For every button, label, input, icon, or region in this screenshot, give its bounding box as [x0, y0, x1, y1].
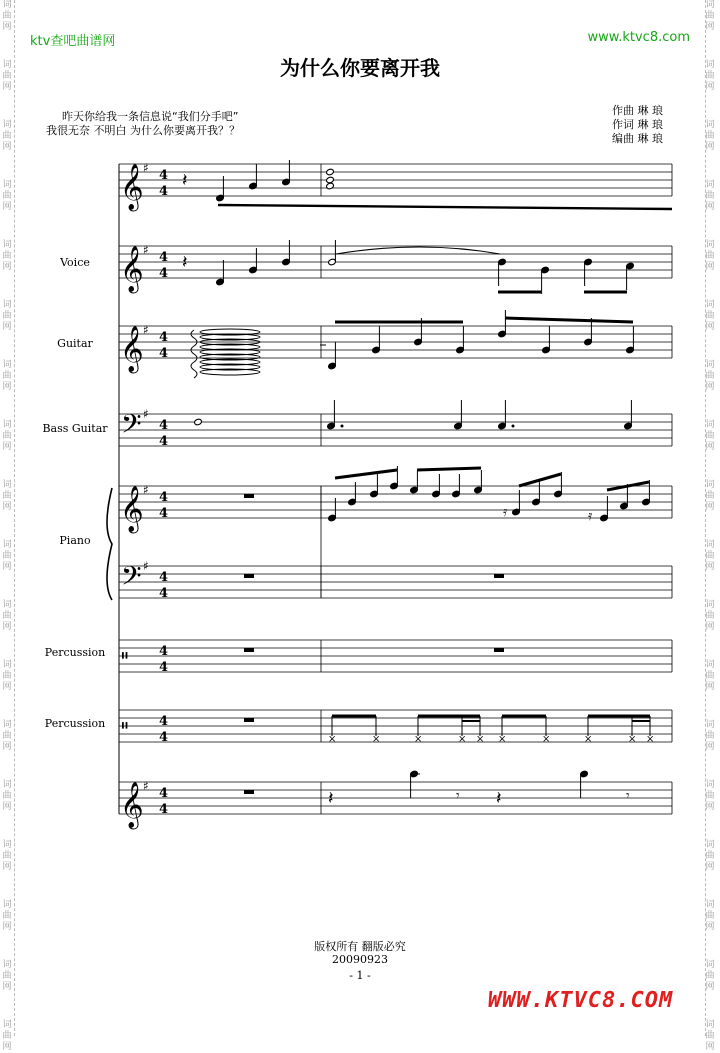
percussion-2-xnote-9: ×: [628, 734, 637, 745]
bass-dot-1: [341, 425, 344, 428]
voice-staff-key-sharp: ♯: [143, 243, 149, 257]
piano-treble-staff-time-num: 4: [159, 490, 169, 505]
bottom-staff-time-num: 4: [159, 786, 169, 801]
guitar-staff-key-sharp: ♯: [143, 323, 149, 337]
voice-rest: 𝄽: [182, 252, 188, 273]
watermark-glyphs: 词 曲 网: [2, 420, 12, 452]
watermark-glyphs: 词 曲 网: [705, 480, 715, 512]
copyright-notice: 版权所有 翻版必究: [314, 940, 406, 953]
watermark-glyphs: 词 曲 网: [2, 60, 12, 92]
bottom-staff-key-sharp: ♯: [143, 779, 149, 793]
guitar-staff-treble-clef: 𝄞: [120, 326, 144, 372]
percussion-2-xnote-10: ×: [646, 734, 655, 745]
piano-bass-staff-bass-clef: 𝄢: [121, 560, 142, 598]
percussion-1-clef: 𝄥: [122, 646, 128, 667]
watermark-glyphs: 词 曲 网: [2, 780, 12, 812]
piano-brace: [107, 488, 112, 600]
label-bass-guitar: Bass Guitar: [42, 422, 108, 435]
bottom-eighth-rest-1: 𝄾: [456, 788, 460, 804]
percussion-2-xnote-6: ×: [498, 734, 507, 745]
bass-guitar-staff-key-sharp: ♯: [143, 407, 149, 421]
site-logo: WWW.KTVC8.COM: [488, 988, 674, 1013]
label-voice: Voice: [60, 256, 90, 269]
lyric-line-2: 我很无奈 不明白 为什么你要离开我？？: [46, 124, 240, 137]
watermark-glyphs: 词 曲 网: [705, 180, 715, 212]
piano-sixteenth-rest-2: 𝄿: [588, 508, 593, 524]
header-staff-time-num: 4: [159, 168, 169, 183]
watermark-glyphs: 词 曲 网: [2, 120, 12, 152]
percussion-2-xnote-3: ×: [414, 734, 423, 745]
watermark-glyphs: 词 曲 网: [705, 900, 715, 932]
watermark-glyphs: 词 曲 网: [705, 660, 715, 692]
watermark-glyphs: 词 曲 网: [2, 540, 12, 572]
label-percussion-1: Percussion: [44, 646, 106, 659]
percussion-1-rest-2: [494, 648, 504, 652]
header-rest: 𝄽: [182, 170, 188, 191]
watermark-glyphs: 词 曲 网: [705, 540, 715, 572]
watermark-glyphs: 词 曲 网: [2, 900, 12, 932]
piano-beam-2: [417, 468, 481, 470]
piano-treble-staff-time-den: 4: [159, 506, 169, 521]
header-staff-key-sharp: ♯: [143, 161, 149, 175]
bass-guitar-staff-time-num: 4: [159, 418, 169, 433]
watermark-glyphs: 词 曲 网: [705, 300, 715, 332]
piano-bass-staff-key-sharp: ♯: [143, 559, 149, 573]
piano-beam-3: [519, 474, 561, 486]
song-title: 为什么你要离开我: [280, 56, 440, 80]
header-staff-time-den: 4: [159, 184, 169, 199]
percussion-2-xnote-5: ×: [476, 734, 485, 745]
percussion-2-xnote-4: ×: [458, 734, 467, 745]
watermark-glyphs: 词 曲 网: [705, 240, 715, 272]
guitar-staff-time-num: 4: [159, 330, 169, 345]
watermark-glyphs: 词 曲 网: [705, 120, 715, 152]
header-chord-3: [326, 168, 335, 176]
header-staff-treble-clef: 𝄞: [120, 164, 144, 210]
label-piano: Piano: [59, 534, 91, 547]
percussion-2-clef: 𝄥: [122, 716, 128, 737]
piano-treble-staff-treble-clef: 𝄞: [120, 486, 144, 532]
piano-bass-rest-1: [244, 574, 254, 578]
bottom-rest-2: 𝄽: [328, 788, 334, 809]
piano-bass-staff-time-den: 4: [159, 586, 169, 601]
percussion-2-staff-time-num: 4: [159, 714, 169, 729]
bottom-eighth-rest-2: 𝄾: [626, 788, 630, 804]
bass-dot-2: [512, 425, 515, 428]
bottom-rest-3: 𝄽: [496, 788, 502, 809]
site-name-left: ktv查吧曲谱网: [30, 34, 116, 49]
piano-bass-staff-time-num: 4: [159, 570, 169, 585]
piano-sixteenth-rest-1: 𝄿: [503, 504, 508, 520]
label-guitar: Guitar: [57, 337, 93, 350]
percussion-1-staff-time-den: 4: [159, 660, 169, 675]
watermark-glyphs: 词 曲 网: [2, 720, 12, 752]
watermark-glyphs: 词 曲 网: [2, 1020, 12, 1052]
piano-beam-1: [335, 470, 397, 478]
piano-treble-staff-key-sharp: ♯: [143, 483, 149, 497]
guitar-beam-2: [505, 318, 633, 322]
watermark-glyphs: 词 曲 网: [2, 600, 12, 632]
credit-lyricist: 作词 琳 琅: [612, 118, 663, 131]
percussion-1-rest-1: [244, 648, 254, 652]
watermark-glyphs: 词 曲 网: [705, 600, 715, 632]
page-number: - 1 -: [349, 969, 371, 982]
watermark-glyphs: 词 曲 网: [705, 420, 715, 452]
piano-treble-rest-1: [244, 494, 254, 498]
header-chord-2: [326, 182, 335, 190]
percussion-2-rest-1: [244, 718, 254, 722]
watermark-glyphs: 词 曲 网: [2, 840, 12, 872]
watermark-glyphs: 词 曲 网: [705, 360, 715, 392]
watermark-glyphs: 词 曲 网: [2, 180, 12, 212]
watermark-glyphs: 词 曲 网: [705, 960, 715, 992]
percussion-2-xnote-2: ×: [372, 734, 381, 745]
watermark-glyphs: 词 曲 网: [705, 60, 715, 92]
watermark-glyphs: 词 曲 网: [705, 720, 715, 752]
watermark-glyphs: 词 曲 网: [705, 780, 715, 812]
watermark-glyphs: 词 曲 网: [2, 300, 12, 332]
watermark-glyphs: 词 曲 网: [705, 1020, 715, 1052]
piano-bass-rest-2: [494, 574, 504, 578]
watermark-glyphs: 词 曲 网: [705, 840, 715, 872]
voice-staff-time-num: 4: [159, 250, 169, 265]
bottom-staff-treble-clef: 𝄞: [120, 782, 144, 828]
lyric-line-1: 昨天你给我一条信息说“我们分手吧”: [62, 110, 239, 123]
watermark-glyphs: 词 曲 网: [2, 960, 12, 992]
bottom-rest-1: [244, 790, 254, 794]
watermark-glyphs: 词 曲 网: [705, 0, 715, 32]
bass-guitar-staff-bass-clef: 𝄢: [121, 408, 142, 446]
percussion-2-xnote-7: ×: [542, 734, 551, 745]
watermark-glyphs: 词 曲 网: [2, 480, 12, 512]
voice-tie: [336, 247, 500, 254]
voice-staff-treble-clef: 𝄞: [120, 246, 144, 292]
footer-date: 20090923: [332, 953, 388, 966]
guitar-staff-time-den: 4: [159, 346, 169, 361]
site-url-right: www.ktvc8.com: [587, 30, 690, 45]
percussion-1-staff-time-num: 4: [159, 644, 169, 659]
percussion-2-xnote-1: ×: [328, 734, 337, 745]
bass-whole-note: [194, 418, 203, 426]
credit-composer: 作曲 琳 琅: [612, 104, 663, 117]
label-percussion-2: Percussion: [44, 717, 106, 730]
watermark-glyphs: 词 曲 网: [2, 660, 12, 692]
header-slur-bar: [218, 205, 672, 209]
bottom-staff-time-den: 4: [159, 802, 169, 817]
guitar-arpeggio-sign: [191, 330, 197, 378]
bass-guitar-staff-time-den: 4: [159, 434, 169, 449]
watermark-glyphs: 词 曲 网: [2, 0, 12, 32]
percussion-2-xnote-8: ×: [584, 734, 593, 745]
watermark-glyphs: 词 曲 网: [2, 360, 12, 392]
voice-staff-time-den: 4: [159, 266, 169, 281]
watermark-glyphs: 词 曲 网: [2, 240, 12, 272]
credit-arranger: 编曲 琳 琅: [612, 132, 663, 145]
percussion-2-staff-time-den: 4: [159, 730, 169, 745]
